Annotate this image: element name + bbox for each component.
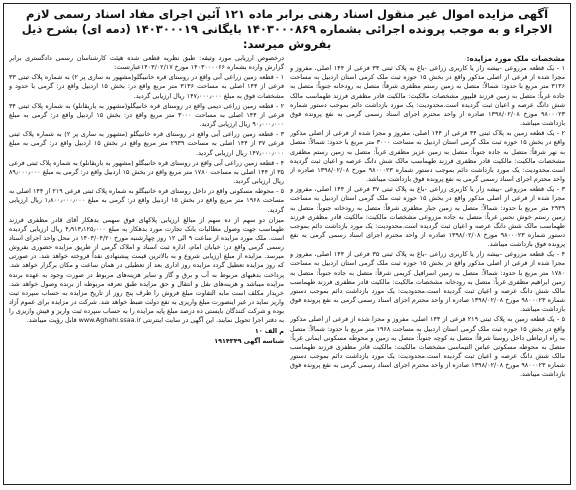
notice-columns bbox=[9, 54, 565, 485]
property-item-3: ۳ - یک قطعه مزروعی -بیشه زار یا کاربری زراعی -باغ به پلاک ثبتی ۳۷ فرعی از ۱۴۴ اصلی، مفروز و مجزا شده از فرعی از اصلی مذکور واقع در بخش ۱۵ حوزه ثبت ملک گرمی استان اردبیل به مساحت ۲۹۳۹ متر مربع با حدود: شمالاً: متصل به زمین جبار مظفری شرقاً: متصل به رودخانه جنوباً: متصل به زمین رستم خوش نحس غرباً: متصل به جاده مزروعی مشخصات مالکیت: مالکیت قادر مظفری فرزند طهماسب مالک شش دانگ عرصه و اعیان ثبت گردیده است.محدودیت: یک مورد بازداشت دائم بموجب دستور شماره ۹۸۰۰۰۲۳ مورخ ۱۳۹۸/۰۲/۰۸ صادره از واحد محترم اجرای اسناد رسمی گرمی به نفع پرونده فوق بازداشت میباشد. bbox=[290, 185, 565, 249]
property-item-5: ۵ - یک قطعه زمین به پلاک ثبتی ۲۱۹ فرعی از ۱۴۴ اصلی، مفروز و مجزا شده از فرعی از اصلی مذکور واقع در بخش ۱۵ حوزه ثبت ملک گرمی استان اردبیل به مساحت ۱۹۶۸ متر مربع با حدود: شمالاً: متصل به راه ارتباطی داخل روستا شرقاً: متصل به کوچه جنوباً: متصل به زمین و محوطه مسکونی ایمانی غرباً: متصل به محوطه مسکونی عباس التیماسی مشخصات مالکیت: مالکیت قادر مظفری فرزند طهماسب مالک شش دانگ عرصه و اعیان ثبت گردیده است.محدودیت: یک مورد بازداشت دائم بموجب دستور شماره ۹۸۰۰۰۲۳ مورخ ۱۳۹۸/۰۲/۰۸ صادره از واحد محترم اجرای اسناد رسمی گرمی به نفع پرونده فوق بازداشت میباشد. bbox=[290, 315, 565, 379]
property-item-1: ۱ - یک قطعه مزروعی -بیشه زار یا کاربری زراعی -باغ به پلاک ثبتی ۳۳ فرعی از ۱۴۴ اصلی، مفروز و مجزا شده از فرعی از اصلی مذکور واقع در بخش ۱۵ حوزه ثبت ملک کرمی استان اردبیل به مساحت ۳۱۳۶ متر مربع با حدود: شمالاً: متصل به زمین رستم مظفری شرقاً: متصل به رودخانه جنوباً: متصل به جاده غرباً: متصل به زمین فرزند قلیپور مشخصات مالکیت: مالکیت قادر مظفری فرزند طهماسب مالک شش دانگ عرصه و اعیان ثبت گردیده است.محدودیت: یک مورد بازداشت دائم بموجب دستور شماره ۹۸۰۰۰۲۳ مورخ ۱۳۹۸/۰۲/۰۸ صادره از واحد محترم اجرای اسناد رسمی گرمی به نفع پرونده فوق بازداشت میباشد. bbox=[290, 64, 565, 128]
valuation-item-5: ۵ - محوطه مسکونی واقع در داخل روستای قره خانبیگلو به شماره پلاک ثبتی فرعی ۲۱۹ از ۱۴۴ اصلی به مساحت ۱۹۶۸ متر مربع واقع در بخش ۱۵ اردبیل واقع در: گرمی به مبلغ ۱٫۸۰۰٫۰۰۰٫۰۰۰ ریال ارزیابی گردید. bbox=[9, 187, 284, 214]
auction-terms: میزان دو سهم از ده سهم از مبالغ ارزیابی پلاکهای فوق سهمی بدهکار آقای قادر مظفری فرزند طهماسب جهت وصول مطالبات بانک تجارت مورد بدهکار به مبلغ ۴٫۹۱۳٫۱۲۵٫۰۰۰ ریال ارزیابی گردیده است. ملک مورد مزایده از ساعت ۹ الی ۱۲ روز چهارشنبه مورخ ۱۴۰۳/۰۴/۲۰ در محل واحد اجرای اسناد رسمی گرمی واقع در: خیابان امام، اداره ثبت اسناد و املاک گرمی از طریق مزایده حضوری بفروش میرسد. مزایده از مبلغ ارزیابی شروع و به بالاترین قیمت پیشنهادی نقداً فروخته خواهد شد. در صورتی که روز مزایده تعطیل گردد مزایده روز اداری بعد از تعطیلی در همان ساعت و مکان برگزار خواهد شد. پرداخت بدهیهای مربوط به آب و برق و گاز و سایر هزینه‌های مربوط در صورت وجود به عهده برنده مزایده میباشد و هزینه‌های نقل و انتقال و حق مزایده طبق تعرفه مربوطه از برنده وصول خواهد شد. خریدار مکلف است مابه التفاوت مبلغ فروش را ظرف پنج روز از تاریخ مزایده به حساب سپرده ثبت واریز نماید در غیر اینصورت مبلغ واریزی به نفع دولت ضبط خواهد شد. شرکت در مزایده برای عموم آزاد بوده و شرکت کنندگان بایستی ده درصد مبلغ پایه مزایده را به حساب سپرده ثبت واریز و فیش واریزی را به دفتر اجرا تحویل نمایند. این آگهی در سایت اینترنتی www.Aghahi.ssaa.ir قابل رؤیت میباشد. bbox=[9, 215, 284, 325]
valuation-item-2: ۲ - قطعه زمین زراعی دیمی واقع در روستای قره خانبیگلو(مشهور به باریقانلو) به شماره پلاک ثبتی ۳۴ فرعی از ۱۴۴ اصلی به مساحت ۳۰۰۰ متر مربع واقع در: بخش ۱۵ اردبیل واقع در: گرمی به مبلغ ۹۰٫۰۰۰٫۰۰۰ ریال ارزیابی گردید. bbox=[9, 101, 284, 129]
valuation-column bbox=[9, 54, 284, 485]
valuation-item-1: ۱ - قطعه زمین زراعی آبی واقع در روستای قره خانبیگلو(مشهور به ساری پر ۲) به شماره پلاک ثبتی ۳۳ فرعی از ۱۴۴ اصلی به مساحت ۳۱۳۶ متر مربع واقع در: بخش ۱۵ اردبیل واقع در: گرمی با حدود و مشخصات فوق به مبلغ ۱۴۷٫۰۰۰٫۰۰۰ ریال ارزیابی گردید. bbox=[9, 73, 284, 100]
notice-id: شناسه آگهی ۱۹۱۴۳۴۹ bbox=[214, 336, 284, 345]
property-item-4: ۴ - یک قطعه مزروعی -بیشه زار یا کاربری زراعی -باغ به پلاک ثبتی ۳۵ فرعی از ۱۴۴ اصلی، مفروز و مجزا شده از فرعی از اصلی مذکور واقع در بخش ۱۵ حوزه ثبت ملک گرمی استان اردبیل به مساحت ۱۷۸۰ متر مربع با حدود: شمالاً: متصل به زمین اسرافیل کریمی شرقاً: متصل به جاده جنوباً: متصل به زمین ابراهیم مظفری غرباً: متصل به رودخانه مشخصات مالکیت: مالکیت قادر مظفری فرزند طهماسب مالک شش دانگ عرصه و اعیان ثبت گردیده است.محدودیت: یک مورد بازداشت دائم بموجب دستور شماره ۹۸۰۰۰۲۳ مورخ ۱۳۹۸/۰۲/۰۸ صادره از واحد محترم اجرای اسناد رسمی گرمی به نفع پرونده فوق بازداشت میباشد. bbox=[290, 250, 565, 314]
property-item-2: ۲ - یک قطعه زمین به پلاک ثبتی ۳۴ فرعی از ۱۴۴ اصلی، مفروز و مجزا شده از فرعی از اصلی مذکور واقع در بخش ۱۵ حوزه ثبت ملک گرمی استان اردبیل به مساحت ۳۰۰۰ متر مربع با حدود: شمالاً: متصل به نهر شرقاً: متصل به جاده جنوباً: متصل به زمین عزیز مظفری غرباً: متصل به زمین رستم مظفری مشخصات مالکیت: مالکیت قادر مظفری فرزند طهماسب مالک شش دانگ عرصه و اعیان ثبت گردیده است.محدودیت: یک مورد بازداشت دائم بموجب دستور شماره ۹۸۰۰۰۲۳ مورخ ۱۳۹۸/۰۲/۰۸ صادره از واحد محترم اجرای اسناد رسمی گرمی به نفع پرونده فوق بازداشت میباشد. bbox=[290, 129, 565, 184]
notice-headline: آگهی مزایده اموال غیر منقول اسناد رهنی برابر ماده ۱۲۱ آئین اجرای مفاد اسناد رسمی لازم الاجراء و به موجب پرونده اجرائی بشماره ۱۴۰۳۰۰۰۸۶۹ بایگانی ۱۴۰۳۰۰۰۱۹ (دمه ای) بشرح ذیل بفروش میرسد: bbox=[21, 7, 553, 51]
property-specs-title: مشخصات ملک مورد مزایده: bbox=[466, 54, 565, 63]
property-specs-column bbox=[290, 54, 565, 485]
valuation-item-3: ۳ - قطعه زمین زراعی آبی واقع در روستای قره خانبیگلو (مشهور به ساری پر ۲) به شماره پلاک ثبتی فرعی ۳۷ از ۱۴۴ اصلی به مساحت ۲۹۳۹ متر مربع واقع در بخش ۱۵ اردبیل واقع در: گرمی به مبلغ ۱۴۷٫۰۰۰٫۰۰۰ ریال ارزیابی گردید. bbox=[9, 130, 284, 157]
notice-reference: م الف ۱۰ bbox=[254, 326, 284, 335]
auction-notice bbox=[3, 3, 571, 485]
valuation-item-4: ۴ - قطعه زمین زراعی آبی واقع در روستای قره خانبیگلو (مشهور به باریقانلو) به شماره پلاک ثبتی فرعی ۳۵ از ۱۴۴ اصلی به مساحت ۱۷۸۰ متر مربع واقع در بخش ۱۵ اردبیل واقع در: گرمی به مبلغ ۸۹٫۰۰۰٫۰۰۰ ریال ارزیابی گردید. bbox=[9, 158, 284, 186]
valuation-intro: درخصوص ارزیابی مورد وثیقه: طبق نظریه قطعی شده هیئت کارشناسان رسمی دادگستری برابر گزارش وارده بشماره ۱۴۰۳۰۰۰۰۶۶ مورخ ۱۴۰۳/۰۲/۱۷عبارتست: bbox=[9, 54, 284, 72]
